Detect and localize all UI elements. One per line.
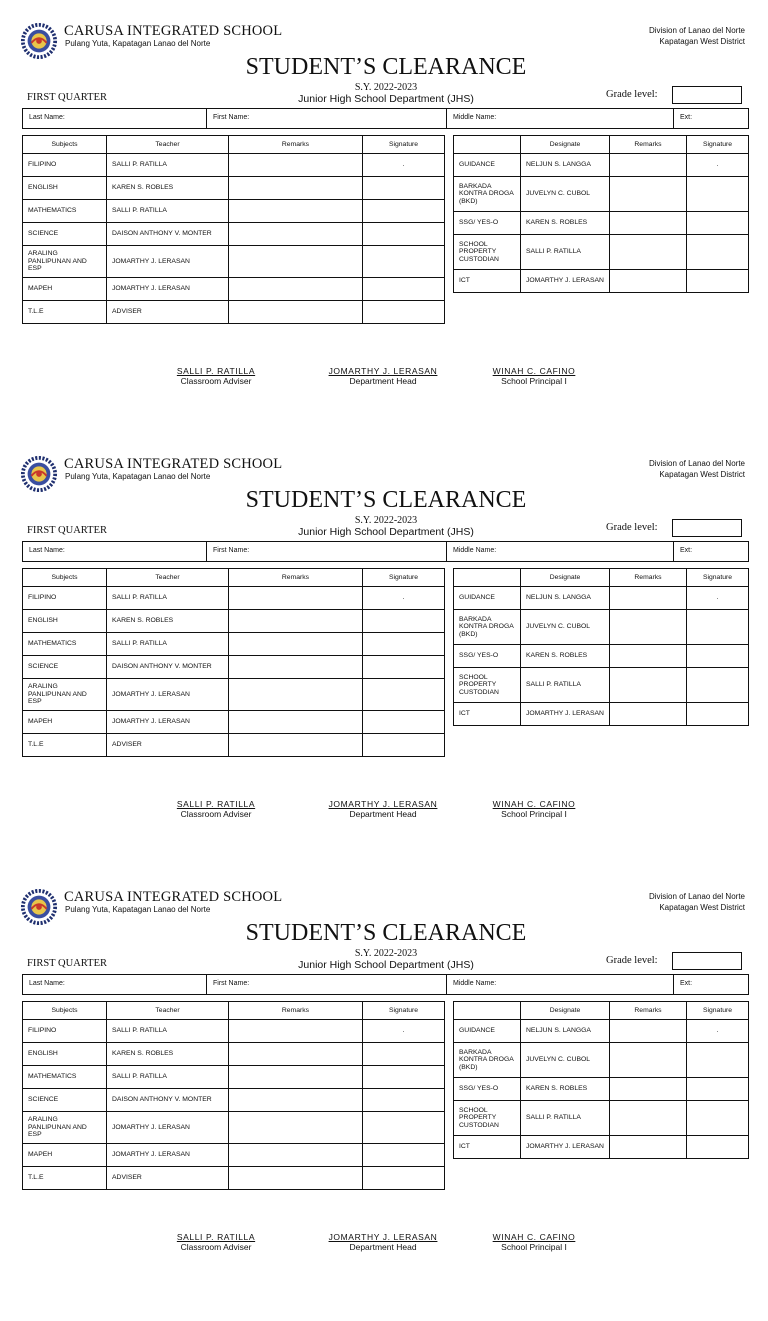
school-name: CARUSA INTEGRATED SCHOOL <box>64 23 283 39</box>
department: Junior High School Department (JHS) <box>298 959 474 971</box>
signatory-name: JOMARTHY J. LERASAN <box>328 1232 438 1242</box>
office-name: BARKADA KONTRA DROGA (BKD) <box>454 1043 521 1078</box>
middle-name-field[interactable]: Middle Name: <box>447 109 674 128</box>
middle-name-field[interactable]: Middle Name: <box>447 975 674 994</box>
signatory-adviser <box>168 799 264 819</box>
name-row <box>22 541 749 562</box>
subject-name: ARALING PANLIPUNAN AND ESP <box>23 679 107 711</box>
office-name: SSG/ YES-O <box>454 645 521 668</box>
designate-name: SALLI P. RATILLA <box>521 1101 610 1136</box>
designate-name: JUVELYN C. CUBOL <box>521 177 610 212</box>
signature-cell[interactable] <box>687 177 749 212</box>
signatory-department-head <box>318 1232 448 1252</box>
teacher-name: JOMARTHY J. LERASAN <box>107 679 229 711</box>
form-title: STUDENT’S CLEARANCE <box>245 487 527 513</box>
table-row <box>23 1144 445 1167</box>
column-header: Subjects <box>23 569 107 587</box>
signature-cell[interactable] <box>363 1167 445 1190</box>
school-address: Pulang Yuta, Kapatagan Lanao del Norte <box>65 472 211 481</box>
signature-cell[interactable] <box>363 177 445 200</box>
signature-cell[interactable]: . <box>687 587 749 610</box>
subject-name: MATHEMATICS <box>23 633 107 656</box>
table-row <box>23 177 445 200</box>
remarks-cell[interactable] <box>229 734 363 757</box>
subject-name: ENGLISH <box>23 1043 107 1066</box>
grade-level-label: Grade level: <box>606 955 658 966</box>
clearance-form <box>0 455 768 888</box>
remarks-cell[interactable] <box>229 1167 363 1190</box>
designates-table <box>453 1001 749 1159</box>
column-header <box>454 1002 521 1020</box>
signature-cell[interactable] <box>687 212 749 235</box>
school-name: CARUSA INTEGRATED SCHOOL <box>64 889 283 905</box>
table-row <box>454 610 749 645</box>
signature-cell[interactable] <box>363 1089 445 1112</box>
teacher-name: ADVISER <box>107 301 229 324</box>
table-row <box>454 703 749 726</box>
subject-name: MAPEH <box>23 711 107 734</box>
designate-name: NELJUN S. LANGGA <box>521 587 610 610</box>
table-row <box>23 679 445 711</box>
remarks-cell[interactable] <box>229 656 363 679</box>
designate-name: SALLI P. RATILLA <box>521 235 610 270</box>
school-year: S.Y. 2022-2023 <box>354 515 418 526</box>
signature-cell[interactable] <box>363 200 445 223</box>
teacher-name: JOMARTHY J. LERASAN <box>107 278 229 301</box>
signature-cell[interactable] <box>687 645 749 668</box>
clearance-form <box>0 22 768 455</box>
table-row <box>23 633 445 656</box>
grade-level-label: Grade level: <box>606 89 658 100</box>
column-header: Teacher <box>107 1002 229 1020</box>
remarks-cell[interactable] <box>229 223 363 246</box>
grade-level-field[interactable] <box>672 519 742 537</box>
office-name: GUIDANCE <box>454 154 521 177</box>
first-name-field[interactable]: First Name: <box>207 109 447 128</box>
remarks-cell[interactable] <box>610 668 687 703</box>
signature-cell[interactable] <box>363 301 445 324</box>
table-row <box>23 223 445 246</box>
signatory-role: Department Head <box>349 1242 417 1252</box>
teacher-name: KAREN S. ROBLES <box>107 610 229 633</box>
division-block <box>649 458 745 480</box>
signatory-name: JOMARTHY J. LERASAN <box>328 799 438 809</box>
school-address: Pulang Yuta, Kapatagan Lanao del Norte <box>65 39 211 48</box>
table-row <box>23 656 445 679</box>
first-name-field[interactable]: First Name: <box>207 975 447 994</box>
office-name: SSG/ YES-O <box>454 1078 521 1101</box>
column-header <box>454 136 521 154</box>
subject-name: MAPEH <box>23 1144 107 1167</box>
signatory-adviser <box>168 366 264 386</box>
table-row <box>23 200 445 223</box>
column-header: Signature <box>687 136 749 154</box>
teacher-name: SALLI P. RATILLA <box>107 200 229 223</box>
remarks-cell[interactable] <box>610 177 687 212</box>
table-row <box>23 711 445 734</box>
remarks-cell[interactable] <box>610 1136 687 1159</box>
signatory-name: SALLI P. RATILLA <box>176 799 256 809</box>
table-row <box>23 1043 445 1066</box>
signature-cell[interactable] <box>363 278 445 301</box>
subject-name: FILIPINO <box>23 1020 107 1043</box>
column-header: Remarks <box>229 1002 363 1020</box>
remarks-cell[interactable] <box>229 587 363 610</box>
signature-cell[interactable] <box>363 656 445 679</box>
teacher-name: DAISON ANTHONY V. MONTER <box>107 656 229 679</box>
office-name: SCHOOL PROPERTY CUSTODIAN <box>454 1101 521 1136</box>
designate-name: KAREN S. ROBLES <box>521 212 610 235</box>
designate-name: NELJUN S. LANGGA <box>521 1020 610 1043</box>
table-row <box>23 610 445 633</box>
designate-name: JOMARTHY J. LERASAN <box>521 1136 610 1159</box>
table-row <box>23 1112 445 1144</box>
remarks-cell[interactable] <box>610 1043 687 1078</box>
subjects-table <box>22 135 445 324</box>
table-row <box>454 668 749 703</box>
remarks-cell[interactable] <box>229 633 363 656</box>
subject-name: FILIPINO <box>23 587 107 610</box>
remarks-cell[interactable] <box>229 1043 363 1066</box>
signatory-role: School Principal I <box>501 1242 567 1252</box>
subjects-table <box>22 1001 445 1190</box>
subject-name: FILIPINO <box>23 154 107 177</box>
office-name: ICT <box>454 703 521 726</box>
subject-name: MATHEMATICS <box>23 200 107 223</box>
office-name: GUIDANCE <box>454 587 521 610</box>
subject-name: T.L.E <box>23 1167 107 1190</box>
signatory-role: Classroom Adviser <box>180 809 252 819</box>
ext-field[interactable]: Ext: <box>680 547 693 554</box>
signatory-principal <box>482 1232 586 1252</box>
remarks-cell[interactable] <box>610 1020 687 1043</box>
subject-name: SCIENCE <box>23 223 107 246</box>
teacher-name: SALLI P. RATILLA <box>107 633 229 656</box>
signature-cell[interactable] <box>363 1066 445 1089</box>
subject-name: MATHEMATICS <box>23 1066 107 1089</box>
table-row <box>454 270 749 293</box>
column-header: Subjects <box>23 136 107 154</box>
remarks-cell[interactable] <box>610 235 687 270</box>
remarks-cell[interactable] <box>610 703 687 726</box>
form-title: STUDENT’S CLEARANCE <box>245 920 527 946</box>
signatory-role: Classroom Adviser <box>180 376 252 386</box>
designate-name: JUVELYN C. CUBOL <box>521 610 610 645</box>
division-block <box>649 891 745 913</box>
grade-level-field[interactable] <box>672 86 742 104</box>
remarks-cell[interactable] <box>610 587 687 610</box>
signature-cell[interactable]: . <box>687 1020 749 1043</box>
subjects-table <box>22 568 445 757</box>
column-header: Signature <box>363 136 445 154</box>
signature-cell[interactable]: . <box>363 154 445 177</box>
signatory-name: WINAH C. CAFINO <box>492 366 576 376</box>
school-year: S.Y. 2022-2023 <box>354 948 418 959</box>
table-row <box>454 177 749 212</box>
signature-cell[interactable]: . <box>687 154 749 177</box>
column-header: Teacher <box>107 569 229 587</box>
division-name: Division of Lanao del Norte <box>648 459 745 468</box>
signatory-principal <box>482 366 586 386</box>
name-row <box>22 974 749 995</box>
signature-cell[interactable]: . <box>363 1020 445 1043</box>
signatory-role: School Principal I <box>501 376 567 386</box>
remarks-cell[interactable] <box>229 711 363 734</box>
signatory-role: School Principal I <box>501 809 567 819</box>
remarks-cell[interactable] <box>229 177 363 200</box>
table-row <box>23 246 445 278</box>
remarks-cell[interactable] <box>610 154 687 177</box>
signatory-name: SALLI P. RATILLA <box>176 366 256 376</box>
district-name: Kapatagan West District <box>659 903 745 912</box>
column-header: Signature <box>363 1002 445 1020</box>
office-name: ICT <box>454 1136 521 1159</box>
table-row <box>454 645 749 668</box>
signatory-name: WINAH C. CAFINO <box>492 1232 576 1242</box>
district-name: Kapatagan West District <box>659 37 745 46</box>
remarks-cell[interactable] <box>229 1066 363 1089</box>
signature-cell[interactable] <box>687 1101 749 1136</box>
designate-name: KAREN S. ROBLES <box>521 1078 610 1101</box>
table-row <box>23 1020 445 1043</box>
table-row <box>23 587 445 610</box>
column-header: Teacher <box>107 136 229 154</box>
signature-cell[interactable] <box>363 633 445 656</box>
table-row <box>454 1078 749 1101</box>
first-name-field[interactable]: First Name: <box>207 542 447 561</box>
column-header: Signature <box>363 569 445 587</box>
table-row <box>454 1020 749 1043</box>
remarks-cell[interactable] <box>229 278 363 301</box>
signatory-role: Classroom Adviser <box>180 1242 252 1252</box>
remarks-cell[interactable] <box>610 212 687 235</box>
teacher-name: DAISON ANTHONY V. MONTER <box>107 223 229 246</box>
signature-cell[interactable] <box>687 1136 749 1159</box>
column-header: Designate <box>521 136 610 154</box>
remarks-cell[interactable] <box>229 610 363 633</box>
column-header: Remarks <box>610 569 687 587</box>
office-name: GUIDANCE <box>454 1020 521 1043</box>
signature-cell[interactable] <box>687 1078 749 1101</box>
column-header: Remarks <box>610 1002 687 1020</box>
teacher-name: JOMARTHY J. LERASAN <box>107 1112 229 1144</box>
subject-name: ENGLISH <box>23 610 107 633</box>
designate-name: JOMARTHY J. LERASAN <box>521 703 610 726</box>
designate-name: JUVELYN C. CUBOL <box>521 1043 610 1078</box>
office-name: BARKADA KONTRA DROGA (BKD) <box>454 610 521 645</box>
remarks-cell[interactable] <box>229 246 363 278</box>
table-row <box>454 1043 749 1078</box>
office-name: BARKADA KONTRA DROGA (BKD) <box>454 177 521 212</box>
quarter: FIRST QUARTER <box>27 958 107 969</box>
signatory-name: WINAH C. CAFINO <box>492 799 576 809</box>
signature-cell[interactable]: . <box>363 587 445 610</box>
signature-cell[interactable] <box>363 1144 445 1167</box>
column-header: Subjects <box>23 1002 107 1020</box>
department: Junior High School Department (JHS) <box>298 526 474 538</box>
teacher-name: SALLI P. RATILLA <box>107 154 229 177</box>
teacher-name: JOMARTHY J. LERASAN <box>107 246 229 278</box>
teacher-name: SALLI P. RATILLA <box>107 1066 229 1089</box>
school-address: Pulang Yuta, Kapatagan Lanao del Norte <box>65 905 211 914</box>
signature-cell[interactable] <box>363 1112 445 1144</box>
remarks-cell[interactable] <box>610 1078 687 1101</box>
teacher-name: DAISON ANTHONY V. MONTER <box>107 1089 229 1112</box>
teacher-name: SALLI P. RATILLA <box>107 1020 229 1043</box>
designate-name: SALLI P. RATILLA <box>521 668 610 703</box>
signatory-department-head <box>318 799 448 819</box>
table-row <box>454 1136 749 1159</box>
signature-cell[interactable] <box>363 1043 445 1066</box>
subject-name: MAPEH <box>23 278 107 301</box>
subject-name: ENGLISH <box>23 177 107 200</box>
office-name: ICT <box>454 270 521 293</box>
department: Junior High School Department (JHS) <box>298 93 474 105</box>
division-block <box>649 25 745 47</box>
signature-cell[interactable] <box>687 703 749 726</box>
remarks-cell[interactable] <box>229 301 363 324</box>
table-row <box>23 1167 445 1190</box>
school-year: S.Y. 2022-2023 <box>354 82 418 93</box>
signatory-department-head <box>318 366 448 386</box>
remarks-cell[interactable] <box>229 200 363 223</box>
remarks-cell[interactable] <box>610 610 687 645</box>
subject-name: SCIENCE <box>23 1089 107 1112</box>
remarks-cell[interactable] <box>229 1089 363 1112</box>
subject-name: T.L.E <box>23 301 107 324</box>
remarks-cell[interactable] <box>229 1112 363 1144</box>
column-header: Remarks <box>610 136 687 154</box>
signatory-name: SALLI P. RATILLA <box>176 1232 256 1242</box>
office-name: SCHOOL PROPERTY CUSTODIAN <box>454 235 521 270</box>
teacher-name: JOMARTHY J. LERASAN <box>107 711 229 734</box>
column-header: Remarks <box>229 136 363 154</box>
table-row <box>23 278 445 301</box>
signature-cell[interactable] <box>687 235 749 270</box>
form-title: STUDENT’S CLEARANCE <box>245 54 527 80</box>
office-name: SSG/ YES-O <box>454 212 521 235</box>
designate-name: JOMARTHY J. LERASAN <box>521 270 610 293</box>
teacher-name: KAREN S. ROBLES <box>107 1043 229 1066</box>
last-name-field[interactable]: Last Name: <box>23 542 207 561</box>
designate-name: NELJUN S. LANGGA <box>521 154 610 177</box>
table-row <box>23 301 445 324</box>
remarks-cell[interactable] <box>229 1144 363 1167</box>
remarks-cell[interactable] <box>610 645 687 668</box>
middle-name-field[interactable]: Middle Name: <box>447 542 674 561</box>
column-header: Designate <box>521 1002 610 1020</box>
quarter: FIRST QUARTER <box>27 525 107 536</box>
table-row <box>454 587 749 610</box>
clearance-form <box>0 888 768 1321</box>
teacher-name: ADVISER <box>107 734 229 757</box>
signature-cell[interactable] <box>363 734 445 757</box>
signature-cell[interactable] <box>687 1043 749 1078</box>
signature-cell[interactable] <box>687 610 749 645</box>
table-row <box>23 734 445 757</box>
table-row <box>454 212 749 235</box>
table-row <box>454 154 749 177</box>
grade-level-label: Grade level: <box>606 522 658 533</box>
subject-name: ARALING PANLIPUNAN AND ESP <box>23 1112 107 1144</box>
name-row <box>22 108 749 129</box>
signature-cell[interactable] <box>363 610 445 633</box>
ext-field[interactable]: Ext: <box>680 114 693 121</box>
office-name: SCHOOL PROPERTY CUSTODIAN <box>454 668 521 703</box>
table-row <box>23 1089 445 1112</box>
designate-name: KAREN S. ROBLES <box>521 645 610 668</box>
column-header: Designate <box>521 569 610 587</box>
signature-cell[interactable] <box>363 711 445 734</box>
signatory-role: Department Head <box>349 809 417 819</box>
designates-table <box>453 135 749 293</box>
signature-cell[interactable] <box>363 679 445 711</box>
teacher-name: KAREN S. ROBLES <box>107 177 229 200</box>
signature-cell[interactable] <box>363 223 445 246</box>
table-row <box>454 1101 749 1136</box>
subject-name: T.L.E <box>23 734 107 757</box>
last-name-field[interactable]: Last Name: <box>23 975 207 994</box>
table-row <box>23 154 445 177</box>
signature-cell[interactable] <box>687 270 749 293</box>
column-header: Remarks <box>229 569 363 587</box>
quarter: FIRST QUARTER <box>27 92 107 103</box>
school-name: CARUSA INTEGRATED SCHOOL <box>64 456 283 472</box>
teacher-name: SALLI P. RATILLA <box>107 587 229 610</box>
remarks-cell[interactable] <box>610 270 687 293</box>
division-name: Division of Lanao del Norte <box>648 892 745 901</box>
signatory-name: JOMARTHY J. LERASAN <box>328 366 438 376</box>
signatory-adviser <box>168 1232 264 1252</box>
signature-cell[interactable] <box>687 668 749 703</box>
table-row <box>23 1066 445 1089</box>
column-header <box>454 569 521 587</box>
signatory-principal <box>482 799 586 819</box>
division-name: Division of Lanao del Norte <box>648 26 745 35</box>
grade-level-field[interactable] <box>672 952 742 970</box>
remarks-cell[interactable] <box>229 1020 363 1043</box>
signature-cell[interactable] <box>363 246 445 278</box>
remarks-cell[interactable] <box>610 1101 687 1136</box>
subject-name: SCIENCE <box>23 656 107 679</box>
signatory-role: Department Head <box>349 376 417 386</box>
designates-table <box>453 568 749 726</box>
column-header: Signature <box>687 569 749 587</box>
column-header: Signature <box>687 1002 749 1020</box>
table-row <box>454 235 749 270</box>
district-name: Kapatagan West District <box>659 470 745 479</box>
remarks-cell[interactable] <box>229 679 363 711</box>
teacher-name: JOMARTHY J. LERASAN <box>107 1144 229 1167</box>
teacher-name: ADVISER <box>107 1167 229 1190</box>
subject-name: ARALING PANLIPUNAN AND ESP <box>23 246 107 278</box>
ext-field[interactable]: Ext: <box>680 980 693 987</box>
last-name-field[interactable]: Last Name: <box>23 109 207 128</box>
remarks-cell[interactable] <box>229 154 363 177</box>
